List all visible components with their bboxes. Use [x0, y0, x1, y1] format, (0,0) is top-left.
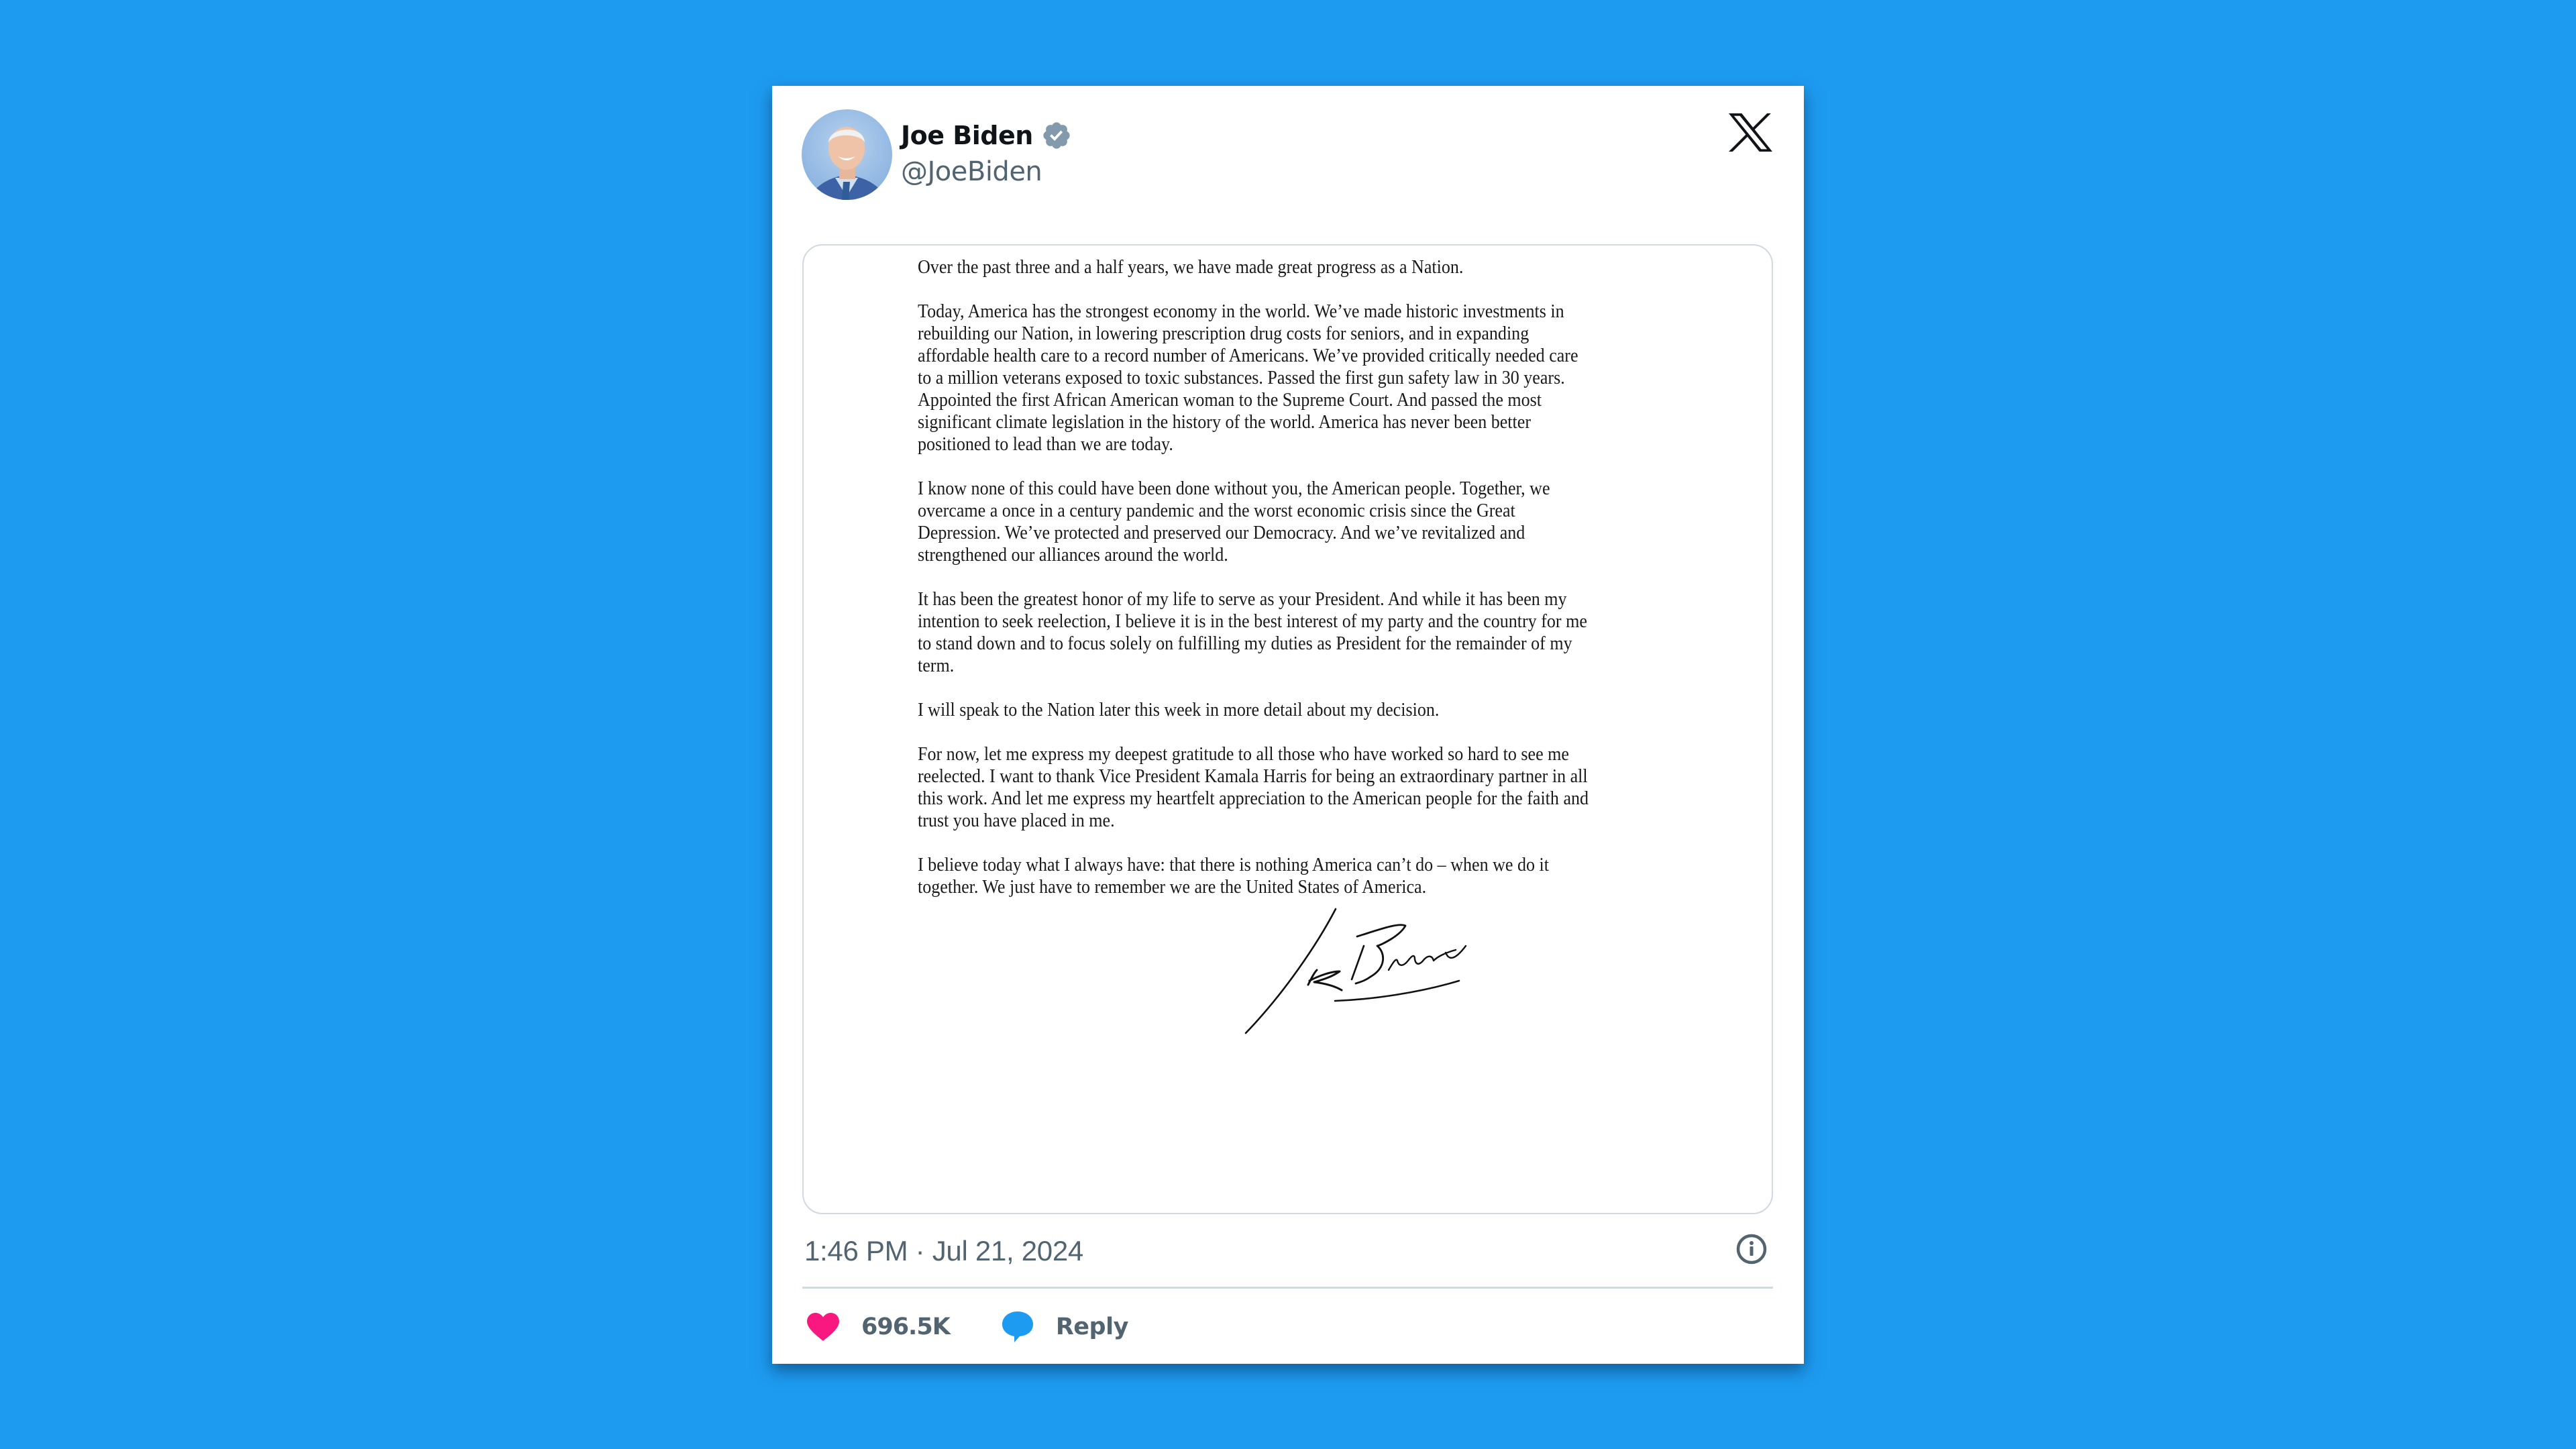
- letter-line: to a million veterans exposed to toxic substances. Passed the first gun safety law in 30 years.: [918, 368, 1565, 388]
- letter-line: For now, let me express my deepest gratitude to all those who have worked so hard to see me: [918, 744, 1569, 765]
- letter-line: this work. And let me express my heartfelt appreciation to the American people for the faith and: [918, 788, 1589, 809]
- letter-line: I will speak to the Nation later this week in more detail about my decision.: [918, 700, 1440, 720]
- letter-text: [918, 256, 1669, 898]
- reply-button[interactable]: [1001, 1311, 1128, 1343]
- avatar-photo-icon: [802, 109, 892, 200]
- heart-icon: [807, 1313, 839, 1341]
- letter-line: I know none of this could have been done without you, the American people. Together, we: [918, 478, 1550, 499]
- letter-line: Today, America has the strongest economy in the world. We’ve made historic investments in: [918, 301, 1564, 322]
- signature-icon: [1244, 906, 1486, 1034]
- letter-line: rebuilding our Nation, in lowering prescription drug costs for seniors, and in expanding: [918, 323, 1529, 344]
- letter-line: term.: [918, 655, 955, 676]
- author-handle[interactable]: @JoeBiden: [901, 156, 1042, 187]
- letter-line: trust you have placed in me.: [918, 810, 1115, 831]
- tweet-media-letter[interactable]: [802, 244, 1773, 1214]
- letter-line: intention to seek reelection, I believe it is in the best interest of my party and the country for me: [918, 611, 1587, 632]
- like-button[interactable]: [807, 1313, 950, 1341]
- verified-badge-icon: [1041, 120, 1072, 151]
- like-count: 696.5K: [861, 1313, 950, 1340]
- tweet-card: [772, 86, 1804, 1364]
- letter-line: significant climate legislation in the history of the world. America has never been better: [918, 412, 1532, 433]
- reply-label: Reply: [1055, 1313, 1128, 1340]
- letter-line: Depression. We’ve protected and preserved our Democracy. And we’ve revitalized and: [918, 523, 1525, 543]
- footer-divider: [802, 1287, 1773, 1289]
- letter-line: Appointed the first African American woman to the Supreme Court. And passed the most: [918, 390, 1542, 411]
- avatar[interactable]: [802, 109, 892, 200]
- speech-bubble-icon: [1001, 1311, 1034, 1343]
- letter-line: to stand down and to focus solely on fulfilling my duties as President for the remainder of my: [918, 633, 1572, 654]
- info-icon[interactable]: [1735, 1233, 1768, 1265]
- letter-line: overcame a once in a century pandemic and the worst economic crisis since the Great: [918, 500, 1515, 521]
- letter-line: I believe today what I always have: that there is nothing America can’t do – when we do it: [918, 855, 1550, 875]
- letter-line: reelected. I want to thank Vice President Kamala Harris for being an extraordinary partner in all: [918, 766, 1588, 787]
- letter-line: Over the past three and a half years, we have made great progress as a Nation.: [918, 257, 1464, 278]
- letter-line: strengthened our alliances around the world.: [918, 545, 1228, 566]
- tweet-timestamp[interactable]: 1:46 PM · Jul 21, 2024: [804, 1235, 1083, 1267]
- x-logo-icon[interactable]: [1729, 113, 1772, 152]
- letter-line: affordable health care to a record number of Americans. We’ve provided critically needed care: [918, 345, 1578, 366]
- letter-line: It has been the greatest honor of my life to serve as your President. And while it has been my: [918, 589, 1567, 610]
- letter-line: positioned to lead than we are today.: [918, 434, 1173, 455]
- author-display-name[interactable]: Joe Biden: [901, 121, 1033, 150]
- author-name-row: [901, 118, 1072, 153]
- tweet-actions: [807, 1310, 1128, 1344]
- letter-line: together. We just have to remember we are the United States of America.: [918, 877, 1427, 898]
